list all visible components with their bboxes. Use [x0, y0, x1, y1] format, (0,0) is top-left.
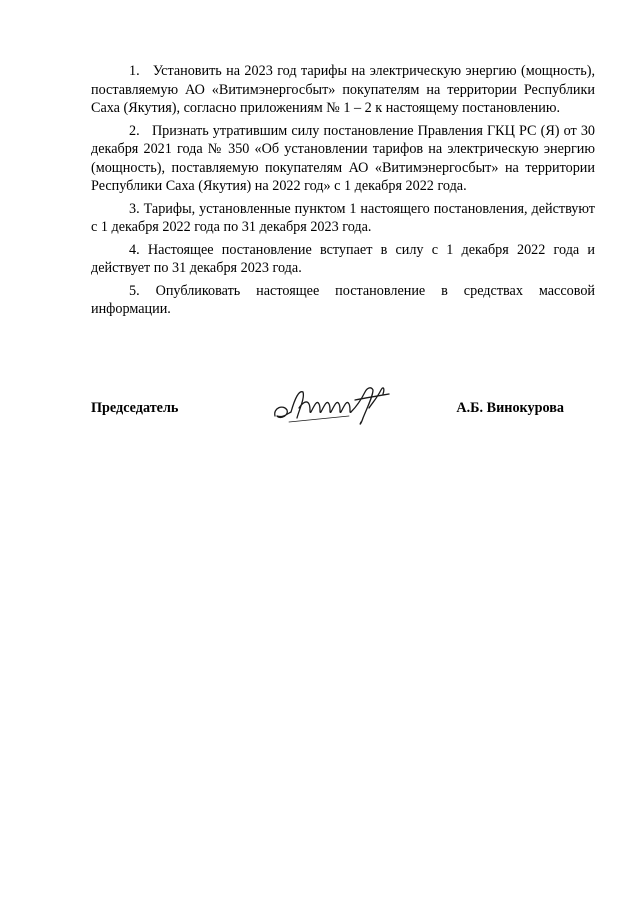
paragraph-number: 4.: [129, 241, 140, 258]
paragraph-text: Тарифы, установленные пунктом 1 настоящего постановления, действуют с 1 декабря 2022 года по 31 декабря 2023 года.: [91, 200, 595, 235]
paragraph-number: 1.: [129, 63, 140, 79]
paragraph-number: 5.: [129, 282, 140, 299]
signatory-role: Председатель: [91, 400, 179, 416]
paragraph-text: Опубликовать настоящее постановление в средствах массовой информации.: [91, 282, 596, 317]
paragraph-3: [91, 200, 595, 237]
paragraph-2: [91, 122, 595, 196]
paragraph-4: [91, 241, 595, 278]
paragraph-5: [91, 282, 595, 319]
paragraph-text: Признать утратившим силу постановление Правления ГКЦ РС (Я) от 30 декабря 2021 года № 350 «Об установлении тарифов на электрическую энергию (мощность), поставляемую покупателям АО «Витимэнергосбыт» на территории Республики Саха (Якутия) на 2022 год» с 1 декабря 2022 года.: [91, 122, 596, 194]
paragraph-text: Установить на 2023 год тарифы на электрическую энергию (мощность), поставляемую АО «Витимэнергосбыт» покупателям на территории Республики Саха (Якутия), согласно приложениям № 1 – 2 к настоящему постановлению.: [91, 63, 596, 116]
paragraph-number: 2.: [129, 122, 140, 139]
signatory-name: А.Б. Винокурова: [456, 400, 564, 416]
paragraph-text: Настоящее постановление вступает в силу с 1 декабря 2022 года и действует по 31 декабря 2023 года.: [91, 241, 595, 276]
paragraph-number: 3.: [129, 200, 140, 217]
handwritten-signature: [269, 378, 397, 430]
signature-block: [91, 378, 595, 438]
document-body: [91, 62, 595, 323]
paragraph-1: [91, 62, 595, 118]
